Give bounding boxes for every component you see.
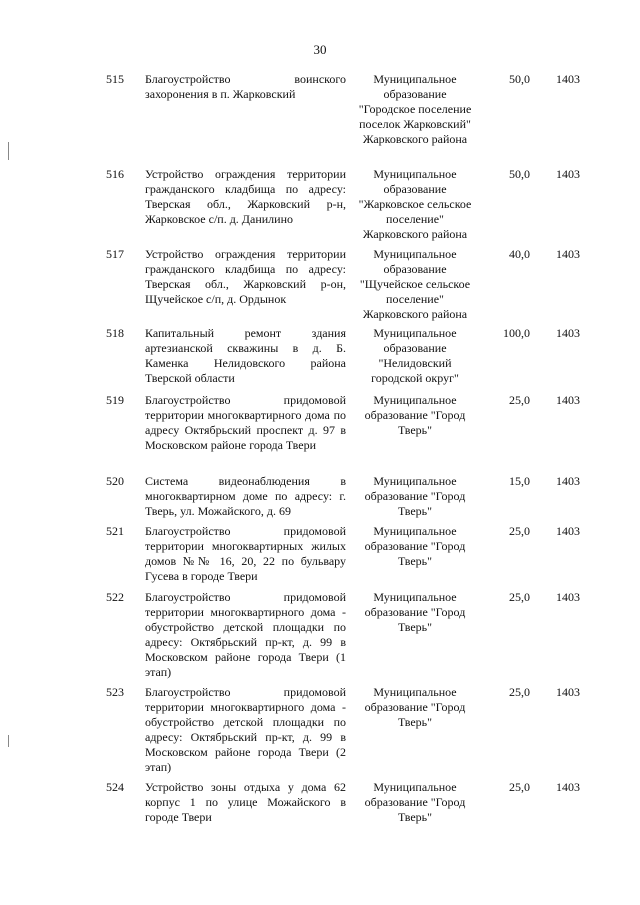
row-organization: Муниципальное образование "Щучейское сельское поселение" Жарковского района <box>359 247 471 321</box>
row-description: Устройство ограждения территории гражданского кладбища по адресу: Тверская обл., Жарковский р-он, Щучейское с/п, д. Ордынок <box>145 247 346 306</box>
row-organization: Муниципальное образование "Город Тверь" <box>364 590 466 634</box>
row-number: 516 <box>106 167 124 181</box>
row-description: Благоустройство придомовой территории многоквартирного дома по адресу Октябрьский проспект д. 97 в Московском районе города Твери <box>145 393 346 452</box>
row-description: Устройство зоны отдыха у дома 62 корпус 1 по улице Можайского в городе Твери <box>145 780 346 824</box>
row-amount: 25,0 <box>509 685 530 699</box>
row-organization: Муниципальное образование "Город Тверь" <box>364 393 466 437</box>
row-code: 1403 <box>556 474 580 488</box>
row-amount: 15,0 <box>509 474 530 488</box>
row-code: 1403 <box>556 247 580 261</box>
row-amount: 50,0 <box>509 167 530 181</box>
row-amount: 100,0 <box>503 326 530 340</box>
row-number: 515 <box>106 72 124 86</box>
row-organization: Муниципальное образование "Город Тверь" <box>364 685 466 729</box>
row-organization: Муниципальное образование "Город Тверь" <box>364 474 466 518</box>
row-number: 521 <box>106 524 124 538</box>
page-number: 30 <box>313 42 327 57</box>
row-number: 518 <box>106 326 124 340</box>
row-code: 1403 <box>556 780 580 794</box>
row-description: Капитальный ремонт здания артезианской скважины в д. Б. Каменка Нелидовского района Тверской области <box>145 326 346 385</box>
row-code: 1403 <box>556 590 580 604</box>
row-amount: 25,0 <box>509 590 530 604</box>
row-description: Благоустройство придомовой территории многоквартирного дома - обустройство детской площадки по адресу: Октябрьский пр-кт, д. 99 в Московском районе города Твери (1 этап) <box>145 590 346 679</box>
row-number: 523 <box>106 685 124 699</box>
row-amount: 50,0 <box>509 72 530 86</box>
row-description: Благоустройство воинского захоронения в п. Жарковский <box>145 72 346 101</box>
row-code: 1403 <box>556 685 580 699</box>
row-organization: Муниципальное образование "Жарковское сельское поселение" Жарковского района <box>358 167 472 241</box>
row-code: 1403 <box>556 167 580 181</box>
row-number: 524 <box>106 780 124 794</box>
row-description: Система видеонаблюдения в многоквартирном доме по адресу: г. Тверь, ул. Можайского, д. 69 <box>145 474 346 518</box>
row-amount: 25,0 <box>509 524 530 538</box>
row-code: 1403 <box>556 72 580 86</box>
row-amount: 25,0 <box>509 393 530 407</box>
row-number: 520 <box>106 474 124 488</box>
row-code: 1403 <box>556 393 580 407</box>
row-organization: Муниципальное образование "Город Тверь" <box>364 524 466 568</box>
row-amount: 25,0 <box>509 780 530 794</box>
row-code: 1403 <box>556 326 580 340</box>
row-organization: Муниципальное образование "Город Тверь" <box>364 780 466 824</box>
row-description: Устройство ограждения территории гражданского кладбища по адресу: Тверская обл., Жарковский р-н, Жарковское с/п. д. Данилино <box>145 167 346 226</box>
row-description: Благоустройство придомовой территории многоквартирного дома - обустройство детской площадки по адресу: Октябрьский пр-кт, д. 99 в Московском районе города Твери (2 этап) <box>145 685 346 774</box>
row-description: Благоустройство придомовой территории многоквартирных жилых домов №№ 16, 20, 22 по бульвару Гусева в городе Твери <box>145 524 346 583</box>
row-number: 519 <box>106 393 124 407</box>
row-number: 517 <box>106 247 124 261</box>
row-organization: Муниципальное образование "Городское поселение поселок Жарковский" Жарковского района <box>358 72 472 146</box>
row-number: 522 <box>106 590 124 604</box>
row-organization: Муниципальное образование "Нелидовский городской округ" <box>371 326 459 385</box>
row-code: 1403 <box>556 524 580 538</box>
row-amount: 40,0 <box>509 247 530 261</box>
